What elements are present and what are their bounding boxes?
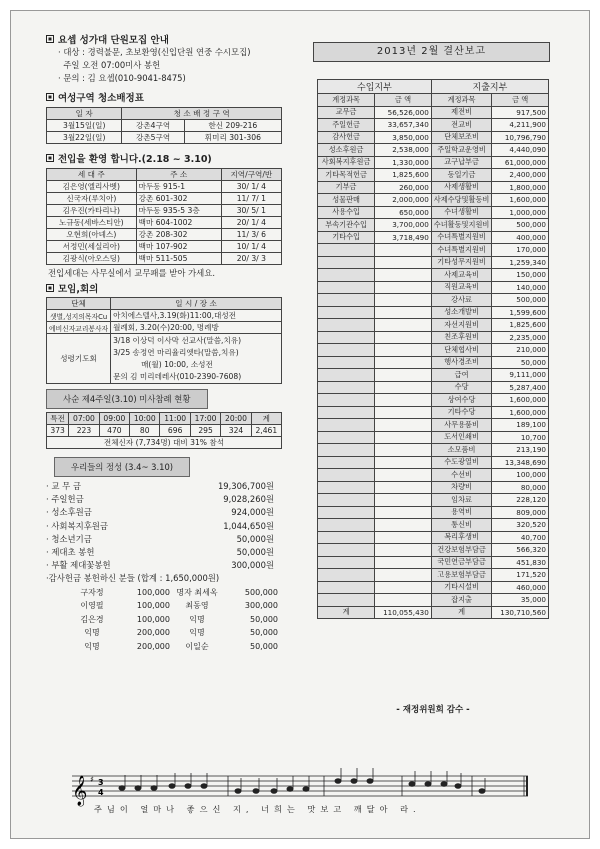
ledger-table: 수입지부 지출지부 계정과목 금 액 계정과목 금 액 교무금 56,526,000 제전비 917,500 주일헌금 33,657,340 전교비 4,211,900 감사헌금 3,850,000 단체보조비 10,796,790 성소후원금 2,538,000 주일학교운영비 4,440,090 사회복지후원금 1,330,000 교구납부금 61,000,000 기타목적헌금 1,825,600 동일기금 2,400,000 기부금 260,000 사제생활비 1,800,000 성물판매 2,000,000 사제수당및활동비 1,600,000 사용수입 650,000 수녀생활비 1,000,000 부속기관수입 3,700,000 수녀활동및지원비 500,000 기타수입 3,718,490 수녀특별지원비 400,000 수녀특별지원비 170,000 기타성무지원비 1,259,340 사제교육비 150,000 직원교육비 140,000 강사료 500,000 성소개발비 1,599,600 자선지원비 1,825,600 친조후원비 2,235,000 단체협사비 210,000 행사경조비 50,000 급여 9,111,000 수당 5,287,400 상여수당 1,600,000 기타수당 1,600,000 사무용품비 189,100 도서인쇄비 10,700 소모품비 213,190 수도광열비 13,348,690 수선비 100,000 차량비 80,000 임차료 228,120 용역비 809,000 통신비 320,520 복리후생비 40,700 건강보험부담금 566,320 국민연금부담금 451,830 고용보험부담금 171,520 기타시설비 460,000 잡지출 35,000 계 110,055,430 계 130,710,560	[317, 79, 549, 619]
list-item: 구자정 100,000 명자 최세옥 500,000	[80, 587, 278, 597]
list-item: · 주일헌금 9,028,260원	[46, 494, 274, 505]
list-item: 김은경 100,000 익명 50,000	[80, 614, 278, 624]
report-title: 2013년 2월 결산보고	[313, 42, 550, 62]
sharp-icon: ♯	[90, 775, 94, 784]
table-row: 샛별,성지의목자Cu 아치에스텔사,3.19(화)11:00,대성전	[47, 310, 282, 322]
table-row: 수당 5,287,400	[318, 381, 549, 394]
table-row: 통신비 320,520	[318, 519, 549, 532]
table-row: 기타성무지원비 1,259,340	[318, 256, 549, 269]
song-lyrics: 주님이 얼마나 좋으신 지, 너희는 맛보고 깨달아 라.	[94, 804, 421, 814]
table-row: 기타목적헌금 1,825,600 동일기금 2,400,000	[318, 169, 549, 182]
attendance-summary: 전체신자 (7,734명) 대비 31% 참석	[47, 437, 282, 449]
table-row: 3월22일(일) 강촌5구역 휘미리 301-306	[47, 132, 282, 144]
table-row: 기타시설비 460,000	[318, 581, 549, 594]
table-row: 행사경조비 50,000	[318, 356, 549, 369]
audit-note: - 재정위원회 감수 -	[396, 705, 470, 715]
table-row: 급여 9,111,000	[318, 369, 549, 382]
music-note	[455, 784, 461, 789]
table-row: 성소개발비 1,599,600	[318, 306, 549, 319]
table-row: 건강보험부담금 566,320	[318, 544, 549, 557]
table-row: 김광식(아오스딩) 백마 511-505 20/ 3/ 3	[47, 253, 282, 265]
choir-target: · 대상 : 경력불문, 초보환영(신입단원 연중 수시모집)	[58, 47, 251, 57]
table-row: 기타수당 1,600,000	[318, 406, 549, 419]
choir-time: 주일 오전 07:00미사 봉헌	[63, 60, 161, 70]
music-note	[335, 779, 341, 784]
table-row: 잡지출 35,000	[318, 594, 549, 607]
music-note	[169, 784, 175, 789]
newcomers-title: 전입을 환영 합니다.(2.18 ~ 3.10)	[46, 151, 302, 165]
table-row: 교무금 56,526,000 제전비 917,500	[318, 106, 549, 119]
list-item: 익명 200,000 이일순 50,000	[84, 641, 278, 651]
table-row: 차량비 80,000	[318, 481, 549, 494]
expense-header: 지출지부	[431, 80, 548, 94]
meetings-title: 모임,회의	[46, 281, 302, 295]
square-bullet-icon	[46, 35, 54, 43]
cleaning-table: 일 자 청 소 배 정 구 역 3월15일(일) 강촌4구역 한신 209-216 3월22일(일) 강촌5구역 휘미리 301-306	[46, 107, 282, 144]
table-row: 도서인쇄비 10,700	[318, 431, 549, 444]
music-note	[271, 789, 277, 794]
music-note	[441, 782, 447, 787]
table-row: 강사료 500,000	[318, 294, 549, 307]
table-row: 373 223 470 80 696 295 324 2,461	[47, 425, 282, 437]
table-row: 노규동(세바스티안) 백마 604-1002 20/ 1/ 4	[47, 217, 282, 229]
attendance-table: 특전 07:00 09:00 10:00 11:00 17:00 20:00 계 373 223 470 80 696 295 324 2,461 전체신자 (7,734명) 대비 31% 참석	[46, 412, 282, 449]
table-row: 사용수입 650,000 수녀생활비 1,000,000	[318, 206, 549, 219]
table-row: 에비신자교리봉사자 월례회, 3.20(수)20:00, 명례방	[47, 322, 282, 334]
table-row: 사회복지후원금 1,330,000 교구납부금 61,000,000	[318, 156, 549, 169]
music-note	[135, 786, 141, 791]
square-bullet-icon	[46, 284, 54, 292]
music-note	[287, 787, 293, 792]
table-row: 수녀특별지원비 170,000	[318, 244, 549, 257]
table-row: 서정민(세실리아) 백마 107-902 10/ 1/ 4	[47, 241, 282, 253]
music-note	[425, 782, 431, 787]
music-note	[185, 784, 191, 789]
table-row: 성물판매 2,000,000 사제수당및활동비 1,600,000	[318, 194, 549, 207]
table-row: 성소후원금 2,538,000 주일학교운영비 4,440,090	[318, 144, 549, 157]
table-row: 기타수입 3,718,490 수녀특별지원비 400,000	[318, 231, 549, 244]
total-row: 계 110,055,430 계 130,710,560	[318, 606, 549, 619]
table-row: 사제교육비 150,000	[318, 269, 549, 282]
table-row: 상여수당 1,600,000	[318, 394, 549, 407]
list-item: · 부활 제대꽃봉헌 300,000원	[46, 560, 274, 571]
table-row: 기부금 260,000 사제생활비 1,800,000	[318, 181, 549, 194]
music-note	[409, 782, 415, 787]
newcomers-table: 세 대 주 주 소 지역/구역/반 김은영(엘리사벳) 마두동 915-1 30/ 1/ 4 신국자(루치아) 강촌 601-302 11/ 7/ 1 김우진(카타리나) 마두동 935-5 3층 30/ 5/ 1 노규동(세바스티안) 백마 604-1002 20/ 1/ 4 오현희(아녜스) 강촌 208-302 11/ 3/ 6 서정민(세실리아) 백마 107-902 10/ 1/ 4 김광식(아오스딩) 백마 511-505 20/ 3/ 3	[46, 168, 282, 265]
attendance-banner: 사순 제4주일(3.10) 미사참례 현황	[46, 389, 208, 409]
music-note	[367, 779, 373, 784]
thanks-title: · 감사헌금 봉헌하신 분들 (합계 : 1,650,000원)	[46, 573, 220, 584]
table-row: 김우진(카타리나) 마두동 935-5 3층 30/ 5/ 1	[47, 205, 282, 217]
table-row: 김은영(엘리사벳) 마두동 915-1 30/ 1/ 4	[47, 181, 282, 193]
list-item: · 청소년기금 50,000원	[46, 533, 274, 544]
table-row: 소모품비 213,190	[318, 444, 549, 457]
music-note	[479, 789, 485, 794]
table-row: 성령기도회 3/18 이상덕 이사막 선교사(말씀,치유) 3/25 송정연 마리율리엣타(말씀,치유) 매(월) 10:00, 소성전 문의 김 미리데레사(010-2390-7608)	[47, 334, 282, 384]
square-bullet-icon	[46, 93, 54, 101]
newcomers-footnote: 전입세대는 사무실에서 교무패를 받아 가세요.	[48, 268, 216, 278]
cleaning-title: 여성구역 청소배정표	[46, 90, 302, 104]
table-row: 주일헌금 33,657,340 전교비 4,211,900	[318, 119, 549, 132]
music-note	[253, 789, 259, 794]
treble-clef-icon: 𝄞	[72, 776, 88, 806]
table-row: 사무용품비 189,100	[318, 419, 549, 432]
music-note	[151, 786, 157, 791]
music-note	[201, 784, 207, 789]
music-note	[235, 789, 241, 794]
table-row: 자선지원비 1,825,600	[318, 319, 549, 332]
income-header: 수입지부	[318, 80, 432, 94]
list-item: · 제대초 봉헌 50,000원	[46, 547, 274, 558]
square-bullet-icon	[46, 154, 54, 162]
offerings-list	[46, 480, 302, 586]
table-row: 친조후원비 2,235,000	[318, 331, 549, 344]
music-note	[351, 779, 357, 784]
table-row: 국민연금부담금 451,830	[318, 556, 549, 569]
offerings-banner: 우리들의 정성 (3.4~ 3.10)	[54, 457, 190, 477]
music-note	[119, 786, 125, 791]
list-item: 이영필 100,000 최동영 300,000	[80, 601, 278, 611]
left-column	[46, 28, 302, 653]
table-row: 부속기관수입 3,700,000 수녀활동및지원비 500,000	[318, 219, 549, 232]
table-row: 복리후생비 40,700	[318, 531, 549, 544]
table-row: 수도광열비 13,348,690	[318, 456, 549, 469]
table-row: 직원교육비 140,000	[318, 281, 549, 294]
list-item: 익명 200,000 익명 50,000	[84, 628, 278, 638]
table-row: 신국자(루치아) 강촌 601-302 11/ 7/ 1	[47, 193, 282, 205]
thanks-donors	[46, 586, 302, 654]
table-row: 고용보험부담금 171,520	[318, 569, 549, 582]
time-signature-top: 3	[98, 778, 104, 787]
table-row: 임차료 228,120	[318, 494, 549, 507]
list-item: · 사회복지후원금 1,044,650원	[46, 520, 274, 531]
table-row: 수선비 100,000	[318, 469, 549, 482]
choir-contact: · 문의 : 김 요셉(010-9041-8475)	[58, 73, 186, 83]
table-row: 단체협사비 210,000	[318, 344, 549, 357]
list-item: · 성소후원금 924,000원	[46, 507, 274, 518]
table-row: 오현희(아녜스) 강촌 208-302 11/ 3/ 6	[47, 229, 282, 241]
list-item: · 교 무 금 19,306,700원	[46, 481, 274, 491]
choir-notice-title: 요셉 성가대 단원모집 안내	[46, 32, 302, 46]
time-signature-bottom: 4	[98, 788, 104, 797]
meetings-table: 단체 일 시 / 장 소 샛별,성지의목자Cu 아치에스텔사,3.19(화)11:00,대성전 에비신자교리봉사자 월례회, 3.20(수)20:00, 명례방 성령기도회 3/18 이상덕 이사막 선교사(말씀,치유) 3/25 송정연 마리율리엣타(말씀,치유) 매(월) 10:00, 소성전 문의 김 미리데레사(010-2390-7608)	[46, 297, 282, 384]
table-row: 용역비 809,000	[318, 506, 549, 519]
table-row: 3월15일(일) 강촌4구역 한신 209-216	[47, 120, 282, 132]
music-note	[303, 787, 309, 792]
table-row: 감사헌금 3,850,000 단체보조비 10,796,790	[318, 131, 549, 144]
